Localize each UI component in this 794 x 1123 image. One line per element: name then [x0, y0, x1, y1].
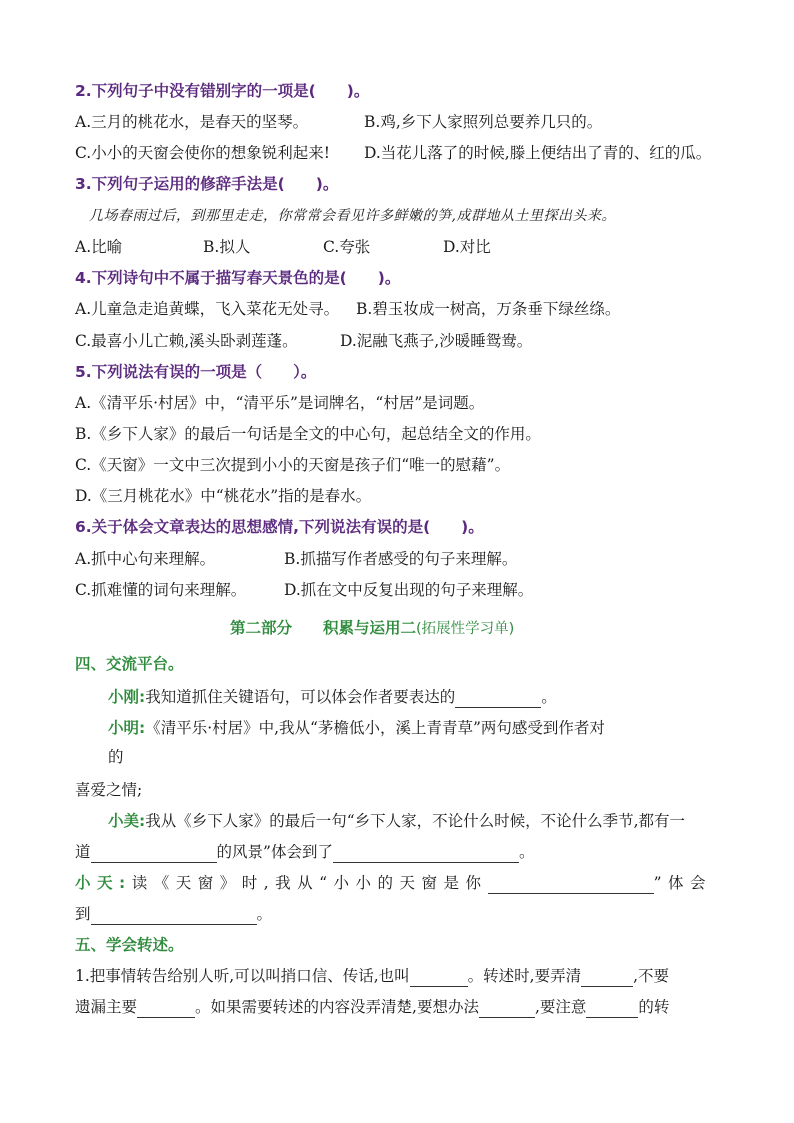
xiaoming-text: 《清平乐·村居》中,我从“茅檐低小，溪上青青草”两句感受到作者对 [145, 719, 605, 737]
q5-option-c: C.《天窗》一文中三次提到小小的天窗是孩子们“唯一的慰藉”。 [75, 456, 511, 474]
q6-option-d: D.抓在文中反复出现的句子来理解。 [284, 581, 534, 599]
part2-heading [230, 617, 514, 640]
xiaomei-blank-2[interactable] [333, 846, 519, 863]
xiaotian-blank-1[interactable] [488, 877, 654, 894]
xiaotian-line [75, 872, 712, 894]
xiaoming-cont: 的 [108, 748, 124, 766]
sec5-blank-3[interactable] [137, 1001, 195, 1018]
xiaomei-name: 小美: [108, 812, 146, 830]
xiaomei-line [108, 810, 685, 832]
xiaotian-l2b: 。 [256, 905, 273, 923]
q5-option-b: B.《乡下人家》的最后一句话是全文的中心句，起总结全文的作用。 [75, 425, 541, 443]
q6-stem: 6.关于体会文章表达的思想感情,下列说法有误的是( )。 [75, 518, 484, 536]
xiaogang-blank[interactable] [455, 691, 541, 708]
q2-option-a: A.三月的桃花水，是春天的坚琴。 [75, 113, 309, 131]
sec5-l2b: 。如果需要转述的内容没弄清楚,要想办法 [195, 998, 479, 1016]
xiaotian-text: 读《天窗》时,我从“小小的天窗是你 [131, 874, 488, 892]
xiaomei-line2 [75, 841, 534, 863]
q4-option-b: B.碧玉妆成一树高，万条垂下绿丝绦。 [356, 300, 621, 318]
sec5-blank-2[interactable] [581, 970, 633, 987]
xiaomei-text: 我从《乡下人家》的最后一句“乡下人家，不论什么时候，不论什么季节,都有一 [145, 812, 686, 830]
xiaotian-blank-2[interactable] [91, 908, 257, 925]
q4-option-c: C.最喜小儿亡赖,溪头卧剥莲蓬。 [75, 332, 298, 350]
q6-option-c: C.抓难懂的词句来理解。 [75, 581, 247, 599]
sec5-l1c: ,不要 [633, 967, 670, 985]
q5-stem: 5.下列说法有误的一项是（ ）。 [75, 363, 317, 381]
xiaomei-l2c: 。 [518, 843, 535, 861]
sec5-blank-5[interactable] [586, 1001, 638, 1018]
q5-option-d: D.《三月桃花水》中“桃花水”指的是春水。 [75, 487, 372, 505]
q2-option-b: B.鸡,乡下人家照列总要养几只的。 [364, 113, 603, 131]
q5-option-a: A.《清平乐·村居》中，“清平乐”是词牌名，“村居”是词题。 [75, 394, 485, 412]
q2-option-c: C.小小的天窗会使你的想象锐利起来! [75, 144, 330, 162]
sec5-l1a: 1.把事情转告给别人听,可以叫捎口信、传话,也叫 [75, 967, 410, 985]
q2-stem: 2.下列句子中没有错别字的一项是( )。 [75, 82, 370, 100]
xiaoming-line [108, 717, 605, 739]
sec5-l2a: 遗漏主要 [75, 998, 138, 1016]
sec5-l2c: ,要注意 [534, 998, 587, 1016]
xiaotian-line2 [75, 903, 272, 925]
xiaogang-text: 我知道抓住关键语句，可以体会作者要表达的 [145, 688, 456, 706]
sec5-line1 [75, 965, 669, 987]
q4-option-a: A.儿童急走追黄蝶，飞入菜花无处寻。 [75, 300, 340, 318]
sec5-line2 [75, 996, 669, 1018]
q3-stem: 3.下列句子运用的修辞手法是( )。 [75, 175, 339, 193]
q3-option-c: C.夸张 [323, 238, 371, 256]
xiaomei-blank-1[interactable] [91, 846, 217, 863]
xiaotian-name: 小天: [75, 874, 132, 892]
sec5-l1b: 。转述时,要弄清 [467, 967, 582, 985]
xiaoming-name: 小明: [108, 719, 146, 737]
sec4-heading: 四、交流平台。 [75, 655, 184, 673]
q4-stem: 4.下列诗句中不属于描写春天景色的是( )。 [75, 269, 401, 287]
q3-option-b: B.拟人 [203, 238, 251, 256]
xiaomei-l2a: 道 [75, 843, 91, 861]
xiaogang-end: 。 [541, 688, 557, 706]
q3-option-d: D.对比 [443, 238, 491, 256]
sec5-blank-4[interactable] [479, 1001, 535, 1018]
xiaogang-line [108, 686, 557, 708]
xiaotian-tail: ”体会 [653, 874, 712, 892]
q6-option-a: A.抓中心句来理解。 [75, 550, 216, 568]
xiaotian-l2a: 到 [75, 905, 91, 923]
q4-option-d: D.泥融飞燕子,沙暖睡鸳鸯。 [340, 332, 533, 350]
part2-subtitle: (拓展性学习单) [416, 621, 515, 637]
q2-option-d: D.当花儿落了的时候,滕上便结出了青的、红的瓜。 [364, 144, 712, 162]
sec5-heading: 五、学会转述。 [75, 936, 184, 954]
sec5-l2d: 的转 [638, 998, 670, 1016]
xiaogang-name: 小刚: [108, 688, 146, 706]
xiaoming-end: 喜爱之情; [75, 781, 143, 799]
xiaomei-l2b: 的风景”体会到了 [216, 843, 333, 861]
sec5-blank-1[interactable] [410, 970, 468, 987]
q3-quote: 几场春雨过后，到那里走走，你常常会看见许多鲜嫩的笋,成群地从土里探出头来。 [89, 208, 616, 224]
q6-option-b: B.抓描写作者感受的句子来理解。 [284, 550, 518, 568]
part2-title: 第二部分 积累与运用二 [230, 619, 417, 637]
q3-option-a: A.比喻 [75, 238, 123, 256]
